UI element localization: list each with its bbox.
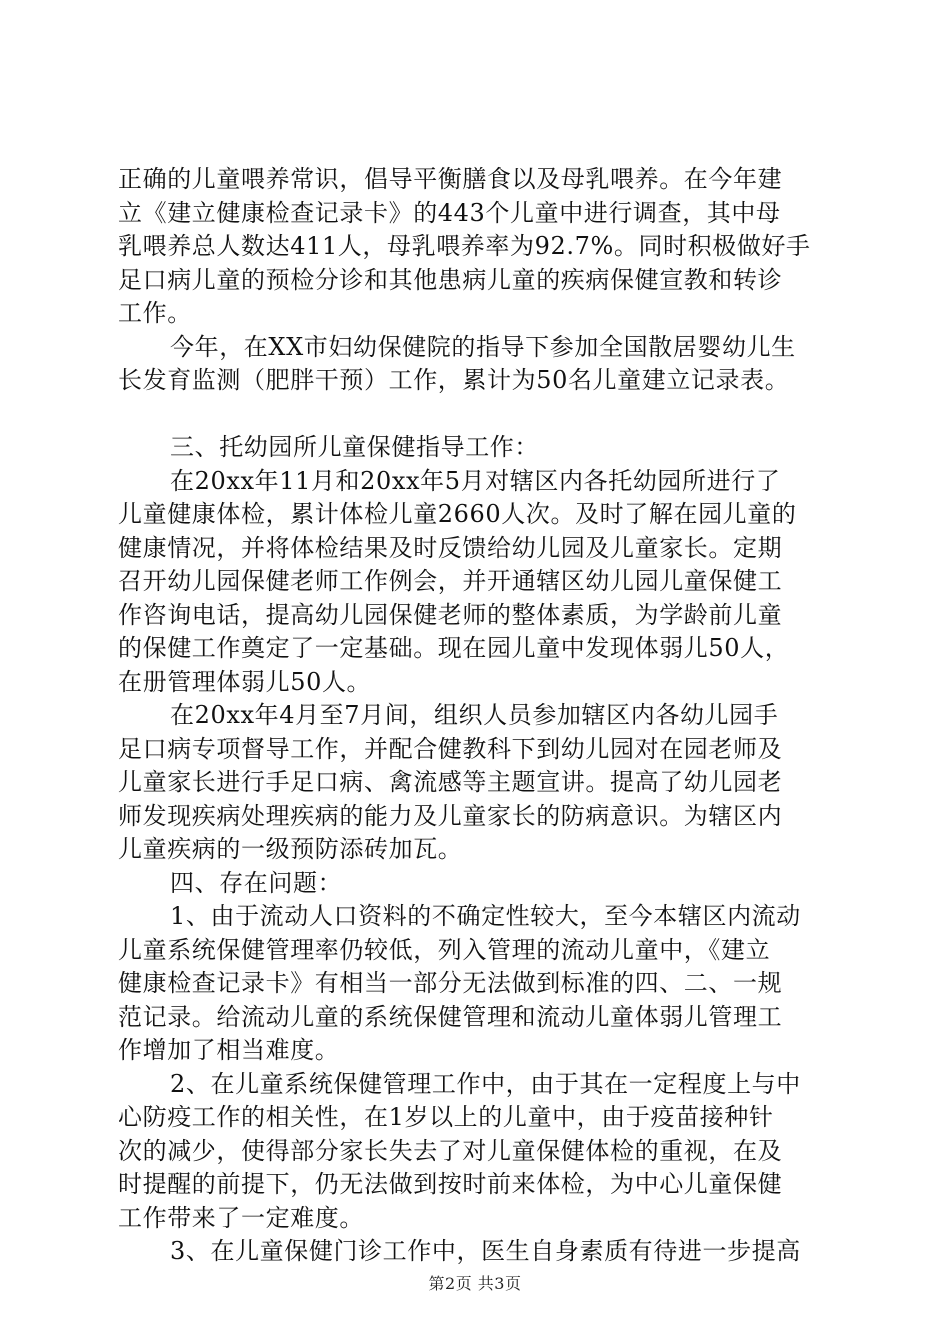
blank-line — [118, 398, 836, 432]
text-line: 心防疫工作的相关性，在1岁以上的儿童中，由于疫苗接种针 — [118, 1103, 774, 1131]
text-line: 在册管理体弱儿50人。 — [118, 667, 372, 696]
text-line: 今年，在XX市妇幼保健院的指导下参加全国散居婴幼儿生 — [170, 332, 796, 361]
text-line: 时提醒的前提下，仍无法做到按时前来体检，为中心儿童保健 — [118, 1170, 783, 1198]
text-line: 健康检查记录卡》有相当一部分无法做到标准的四、二、一规 — [118, 969, 783, 997]
section-heading: 三、托幼园所儿童保健指导工作： — [170, 433, 539, 461]
text-line: 工作。 — [118, 299, 192, 327]
text-line: 儿童家长进行手足口病、禽流感等主题宣讲。提高了幼儿园老 — [118, 768, 783, 796]
text-line: 健康情况，并将体检结果及时反馈给幼儿园及儿童家长。定期 — [118, 533, 783, 562]
text-line: 范记录。给流动儿童的系统保健管理和流动儿童体弱儿管理工 — [118, 1002, 783, 1031]
document-body — [118, 163, 836, 1269]
text-line: 立《建立健康检查记录卡》的443个儿童中进行调查，其中母 — [118, 198, 781, 227]
text-line: 儿童系统保健管理率仍较低，列入管理的流动儿童中，《建立 — [118, 935, 771, 964]
text-line: 召开幼儿园保健老师工作例会，并开通辖区幼儿园儿童保健工 — [118, 567, 783, 595]
text-line: 足口病儿童的预检分诊和其他患病儿童的疾病保健宣教和转诊 — [118, 265, 783, 294]
text-line: 正确的儿童喂养常识，倡导平衡膳食以及母乳喂养。在今年建 — [118, 165, 783, 193]
text-line: 足口病专项督导工作，并配合健教科下到幼儿园对在园老师及 — [118, 734, 783, 763]
text-line: 长发育监测（肥胖干预）工作，累计为50名儿童建立记录表。 — [118, 366, 790, 394]
text-line: 作增加了相当难度。 — [118, 1036, 340, 1064]
text-line: 工作带来了一定难度。 — [118, 1203, 364, 1232]
text-line: 乳喂养总人数达411人，母乳喂养率为92.7%。同时积极做好手 — [118, 232, 811, 260]
text-line: 的保健工作奠定了一定基础。现在园儿童中发现体弱儿50人， — [118, 634, 790, 662]
text-line: 作咨询电话，提高幼儿园保健老师的整体素质，为学龄前儿童 — [118, 600, 783, 629]
text-line: 2、在儿童系统保健管理工作中，由于其在一定程度上与中 — [170, 1069, 801, 1098]
section-heading: 四、存在问题： — [170, 868, 343, 897]
text-line: 儿童健康体检，累计体检儿童2660人次。及时了解在园儿童的 — [118, 500, 797, 528]
text-line: 儿童疾病的一级预防添砖加瓦。 — [118, 835, 463, 863]
text-line: 3、在儿童保健门诊工作中，医生自身素质有待进一步提高 — [170, 1237, 801, 1265]
page-number-footer: 第2页 共3页 — [428, 1274, 522, 1293]
text-line: 次的减少，使得部分家长失去了对儿童保健体检的重视，在及 — [118, 1136, 783, 1165]
text-line: 1、由于流动人口资料的不确定性较大，至今本辖区内流动 — [170, 902, 801, 930]
text-line: 在20xx年4月至7月间，组织人员参加辖区内各幼儿园手 — [170, 701, 779, 729]
text-line: 师发现疾病处理疾病的能力及儿童家长的防病意识。为辖区内 — [118, 801, 783, 830]
text-line: 在20xx年11月和20xx年5月对辖区内各托幼园所进行了 — [170, 466, 781, 495]
